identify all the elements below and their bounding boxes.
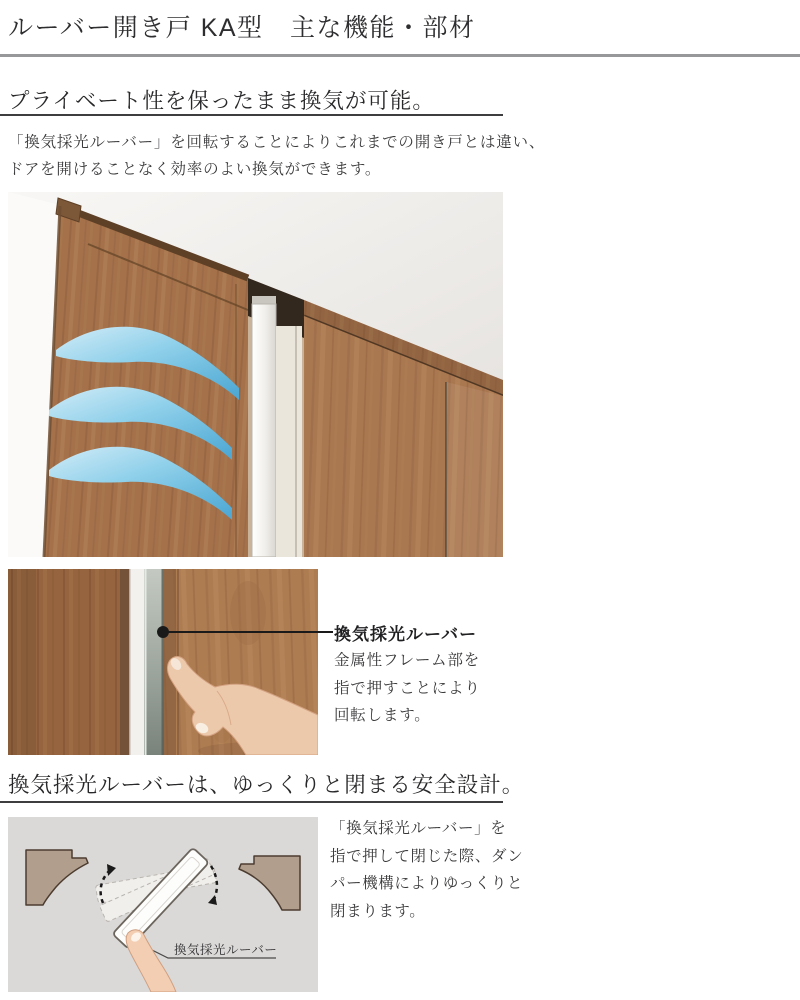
louver-mechanism-diagram <box>8 817 318 992</box>
safety-line-4: 閉まります。 <box>330 902 426 920</box>
safety-line-1: 「換気採光ルーバー」を <box>330 820 507 837</box>
callout-label: 換気採光ルーバー <box>334 625 478 644</box>
callout-leader-line <box>163 631 333 633</box>
callout-desc-line-3: 回転します。 <box>334 707 431 724</box>
louver-metal-frame <box>144 569 164 755</box>
louver-recess <box>248 278 304 557</box>
diagram-label: 換気採光ルーバー <box>174 943 278 957</box>
detail-photo-finger-louver <box>8 569 318 755</box>
white-frame-strip <box>130 569 144 755</box>
safety-line-3: パー機構によりゆっくりと <box>330 875 524 892</box>
safety-description <box>330 815 523 925</box>
page-title: ルーバー開き戸 KA型 主な機能・部材 <box>8 14 476 42</box>
safety-line-2: 指で押して閉じた際、ダン <box>330 847 524 865</box>
ventilation-body-line-1: 「換気採光ルーバー」を回転することによりこれまでの開き戸とは違い、 <box>8 134 546 151</box>
section-underline-ventilation <box>0 114 503 116</box>
callout-description <box>334 647 481 730</box>
louver-strip <box>252 304 276 557</box>
section-heading-ventilation: プライベート性を保ったまま換気が可能。 <box>8 89 435 113</box>
main-photo-door-airflow <box>8 192 503 557</box>
callout-desc-line-1: 金属性フレーム部を <box>334 652 481 669</box>
section-heading-safety: 換気採光ルーバーは、ゆっくりと閉まる安全設計。 <box>8 773 525 797</box>
ventilation-body-line-2: ドアを開けることなく効率のよい換気ができます。 <box>8 161 382 178</box>
title-divider <box>0 54 800 57</box>
callout-desc-line-2: 指で押すことにより <box>334 679 481 697</box>
section-underline-safety <box>0 801 503 803</box>
